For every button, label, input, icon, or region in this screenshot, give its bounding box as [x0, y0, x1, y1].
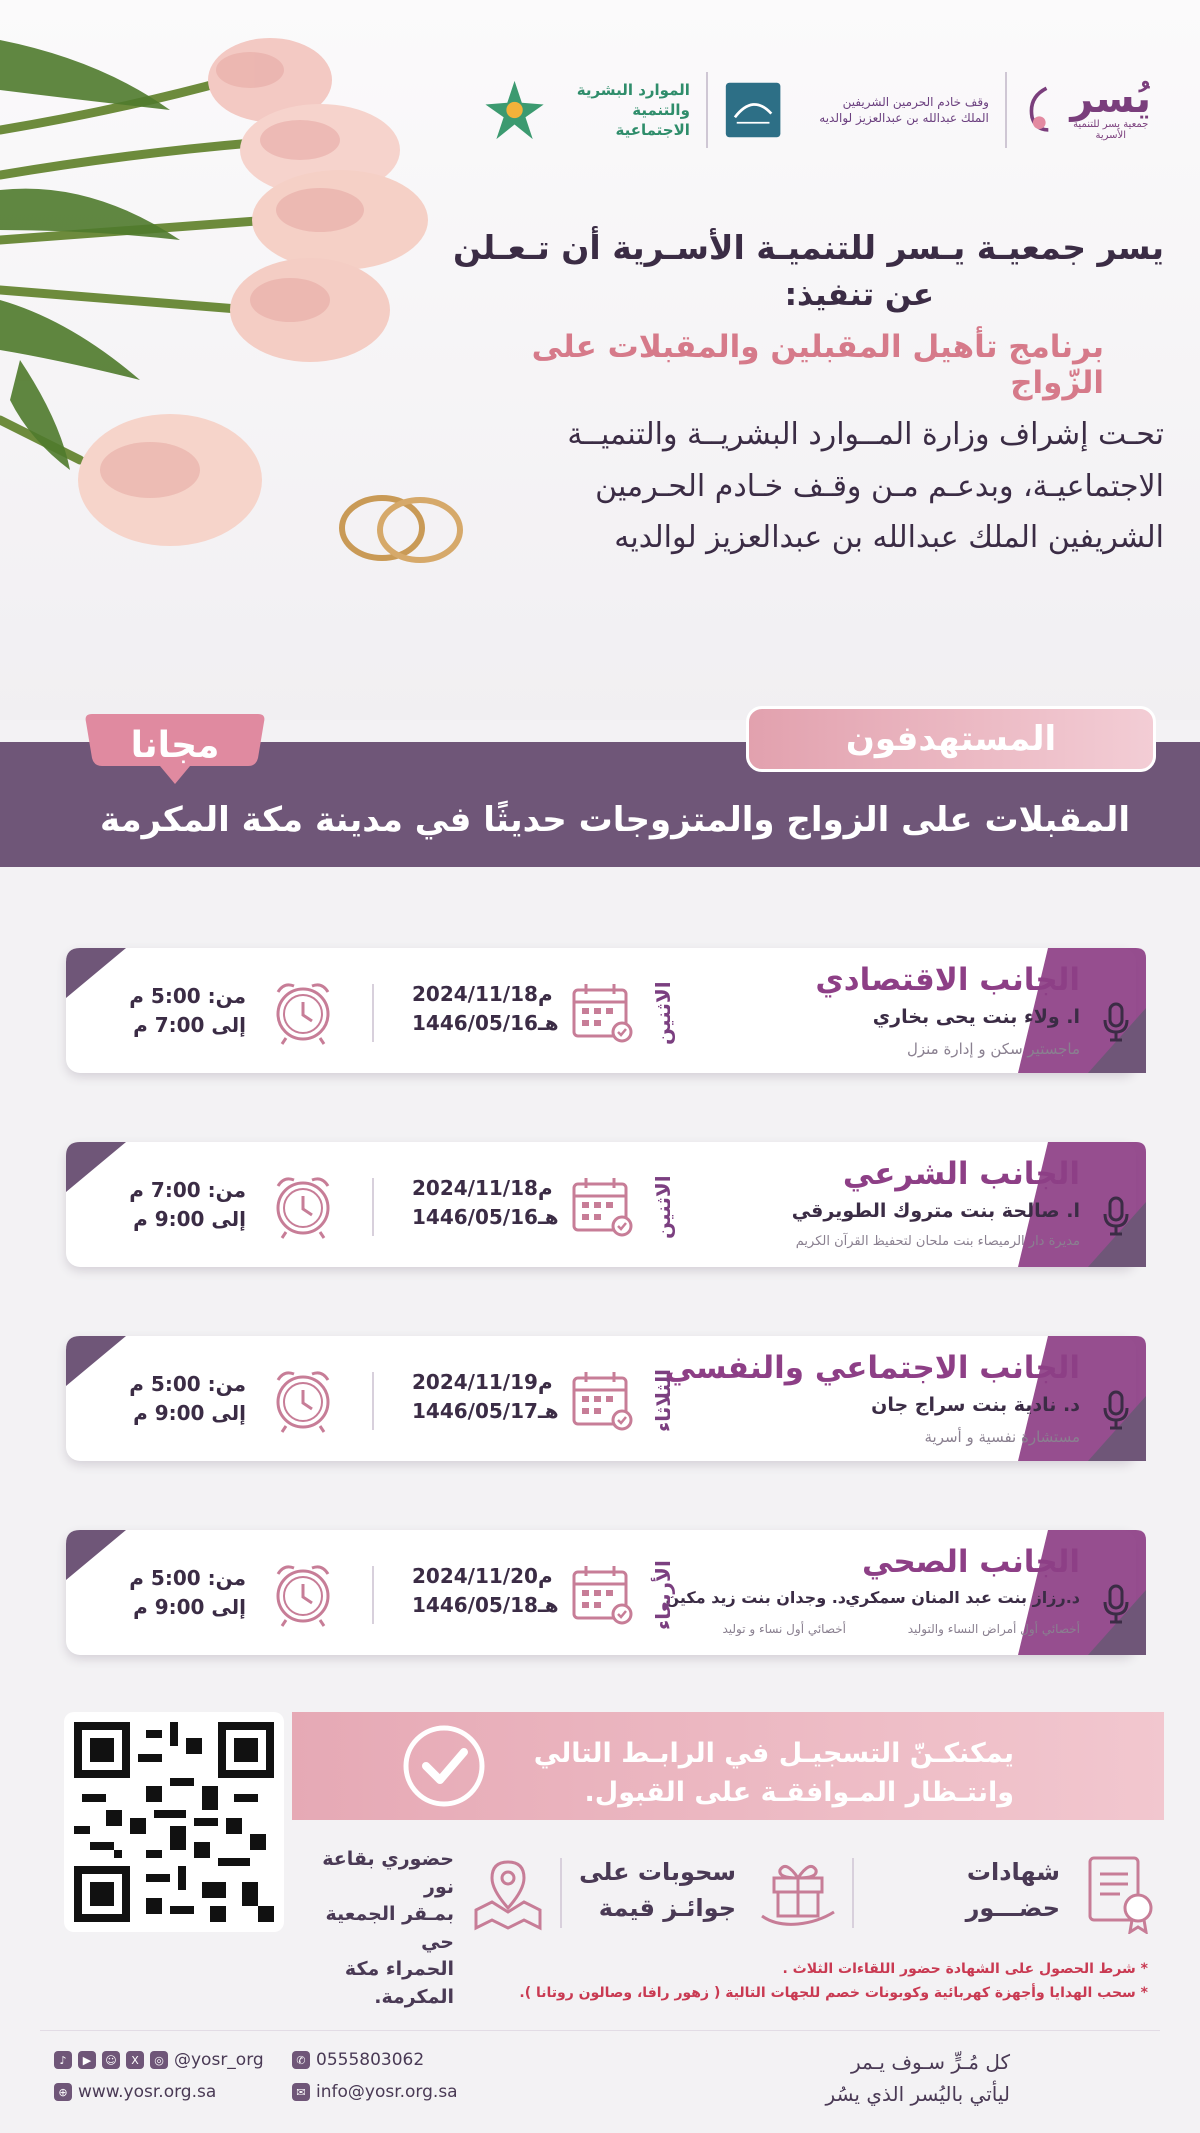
footnote: * شرط الحصول على الشهادة حضور اللقاءات الثلاث .: [782, 1961, 1148, 1977]
microphone-icon: [1096, 1388, 1136, 1432]
divider: [560, 1858, 562, 1928]
session-day: الاثنين: [651, 1175, 675, 1239]
divider: [372, 1566, 374, 1624]
website-row: [54, 2082, 216, 2102]
tiktok-icon[interactable]: ♪: [54, 2051, 72, 2069]
session-time-from: من: 5:00 م: [129, 1372, 246, 1396]
phone-row: [292, 2050, 424, 2070]
footer-divider: [40, 2030, 1160, 2031]
session-date-gregorian: 2024/11/20م: [412, 1564, 553, 1588]
instagram-icon[interactable]: ◎: [150, 2051, 168, 2069]
audience-description: المقبلات على الزواج والمتزوجات حديثًا في مدينة مكة المكرمة: [100, 800, 1130, 840]
intro-body-line: الاجتماعيـة، وبدعـم مـن وقـف خـادم الحـرمين: [595, 468, 1164, 504]
free-badge-label: مجانا: [130, 724, 220, 766]
certificate-icon: [1080, 1850, 1164, 1934]
calendar-icon: [570, 1562, 634, 1626]
email-link[interactable]: info@yosr.org.sa: [316, 2082, 458, 2102]
perk-draws: [570, 1840, 840, 1940]
phone-icon: ✆: [292, 2051, 310, 2069]
microphone-icon: [1096, 1000, 1136, 1044]
session-time-to: إلى 9:00 م: [133, 1401, 246, 1425]
alarm-clock-icon: [266, 974, 340, 1048]
session-card: [66, 1142, 1166, 1282]
audience-label: المستهدفون: [746, 706, 1156, 772]
session-times: [116, 982, 246, 1040]
session-date-gregorian: 2024/11/18م: [412, 1176, 553, 1200]
session-card: [66, 1530, 1166, 1670]
website-link[interactable]: www.yosr.org.sa: [78, 2082, 217, 2102]
session-times: [116, 1176, 246, 1234]
email-icon: ✉: [292, 2083, 310, 2101]
waqf-emblem-icon: [724, 78, 782, 142]
microphone-icon: [1096, 1582, 1136, 1626]
session-card: [66, 948, 1166, 1088]
logo-divider: [706, 72, 708, 148]
social-handle-row: [54, 2050, 264, 2070]
footer-contacts: [54, 2050, 554, 2120]
session-speaker-role: مديرة دار الرميصاء بنت ملحان لتحفيظ القرآن الكريم: [795, 1234, 1080, 1249]
calendar-icon: [570, 980, 634, 1044]
gift-icon: [756, 1850, 840, 1934]
partner-logos: [480, 55, 1160, 165]
session-times: [116, 1370, 246, 1428]
session-title: الجانب الشرعي: [842, 1156, 1080, 1192]
session-dates: [412, 1562, 562, 1620]
email-row: [292, 2082, 458, 2102]
session-time-from: من: 5:00 م: [129, 984, 246, 1008]
session-date-hijri: 1446/05/17هـ: [412, 1399, 559, 1423]
session-day: الأربعاء: [651, 1560, 675, 1630]
intro-subheading: عن تنفيذ:: [784, 277, 934, 313]
yosr-logo: [1023, 76, 1160, 141]
ministry-logo-text: الموارد البشرية والتنمية الاجتماعية: [576, 80, 690, 140]
session-day: الثلاثاء: [651, 1369, 675, 1433]
session-time-to: إلى 7:00 م: [133, 1013, 246, 1037]
session-speaker: د. نادية بنت سراج جان: [871, 1394, 1080, 1416]
registration-banner: [292, 1712, 1164, 1820]
session-date-hijri: 1446/05/16هـ: [412, 1011, 559, 1035]
slogan-line: كل مُـرٍّ سـوف يـمر: [850, 2050, 1010, 2074]
waqf-logo: وقف خادم الحرمين الشريفين الملك عبدالله بن عبدالعزيز لوالديه: [819, 94, 989, 125]
logo-divider: [1005, 72, 1007, 148]
snapchat-icon[interactable]: ☺: [102, 2051, 120, 2069]
perk-venue: [292, 1840, 550, 2008]
footnote: * سحب الهدايا وأجهزة كهربائية وكوبونات خصم للجهات التالية ( زهور رافا، وصالون روتانا ).: [519, 1984, 1148, 2001]
session-speaker-role: ماجستير سكن و إدارة منزل: [906, 1040, 1080, 1058]
ministry-logo-icon: [480, 72, 549, 148]
footer-slogan: [826, 2046, 1010, 2110]
perk-certificates-label: شهادات حضـــور: [965, 1858, 1060, 1922]
divider: [372, 1372, 374, 1430]
session-dates: [412, 980, 562, 1038]
session-title: الجانب الاجتماعي والنفسي: [664, 1350, 1080, 1386]
calendar-icon: [570, 1174, 634, 1238]
session-time-from: من: 5:00 م: [129, 1566, 246, 1590]
phone-number[interactable]: 0555803062: [316, 2050, 425, 2070]
intro-body: [444, 409, 1164, 564]
session-title: الجانب الاقتصادي: [815, 962, 1080, 998]
registration-text: [534, 1734, 1014, 1812]
x-icon[interactable]: X: [126, 2051, 144, 2069]
calendar-icon: [570, 1368, 634, 1432]
session-date-hijri: 1446/05/18هـ: [412, 1593, 559, 1617]
check-circle-icon: [400, 1722, 488, 1810]
free-badge: [80, 708, 270, 788]
program-title: برنامج تأهيل المقبلين والمقبلات على الزّواج: [531, 329, 1104, 401]
session-title: الجانب الصحي: [861, 1544, 1080, 1580]
session-speaker: د.رزاز بنت عبد المنان سمكري: [845, 1588, 1080, 1607]
divider: [372, 1178, 374, 1236]
intro-text: [444, 228, 1164, 564]
slogan-line: ليأتي باليُسر الذي يسُر: [825, 2082, 1010, 2106]
yosr-logo-icon: [1023, 82, 1054, 138]
session-dates: [412, 1174, 562, 1232]
perk-draws-label: سحوبات على جوائـز قيمة: [579, 1858, 736, 1922]
globe-icon: ⊕: [54, 2083, 72, 2101]
divider: [372, 984, 374, 1042]
session-date-gregorian: 2024/11/18م: [412, 982, 553, 1006]
session-speaker: ا. ولاء بنت يحى بخاري: [872, 1006, 1080, 1028]
session-speaker-second: د. وجدان بنت زيد مكين: [665, 1588, 846, 1607]
footnotes: [519, 1958, 1148, 2006]
registration-line: يمكنكـنّ التسجيـل في الرابـط التالي: [533, 1738, 1014, 1769]
session-dates: [412, 1368, 562, 1426]
qr-code-image: [74, 1722, 274, 1922]
youtube-icon[interactable]: ▶: [78, 2051, 96, 2069]
alarm-clock-icon: [266, 1362, 340, 1436]
alarm-clock-icon: [266, 1168, 340, 1242]
session-speaker-role: مستشارة نفسية و أسرية: [924, 1428, 1080, 1446]
microphone-icon: [1096, 1194, 1136, 1238]
divider: [852, 1858, 854, 1928]
intro-body-line: الشريفين الملك عبدالله بن عبدالعزيز لوالديه: [614, 520, 1164, 556]
alarm-clock-icon: [266, 1556, 340, 1630]
intro-body-line: تحـت إشراف وزارة المــوارد البشريــة والتنميــة: [567, 417, 1164, 452]
session-speaker-role: أخصائي أول أمراض النساء والتوليد: [907, 1622, 1080, 1636]
session-speaker-second-role: أخصائي أول نساء و توليد: [722, 1622, 846, 1636]
session-date-hijri: 1446/05/16هـ: [412, 1205, 559, 1229]
session-time-from: من: 7:00 م: [129, 1178, 246, 1202]
session-times: [116, 1564, 246, 1622]
yosr-logo-word: يُسر: [1070, 76, 1152, 122]
session-time-to: إلى 9:00 م: [133, 1207, 246, 1231]
session-speaker: ا. صالحة بنت متروك الطويرقي: [791, 1200, 1080, 1222]
session-card: [66, 1336, 1166, 1476]
perk-certificates: [864, 1840, 1164, 1940]
session-day: الاثنين: [651, 981, 675, 1045]
registration-line: وانتـظار المـوافقـة على القبول.: [584, 1777, 1014, 1809]
yosr-logo-subtitle: جمعية يسر للتنمية الأسرية: [1073, 119, 1149, 141]
social-handle[interactable]: @yosr_org: [174, 2050, 264, 2070]
session-date-gregorian: 2024/11/19م: [412, 1370, 553, 1394]
location-map-icon: [466, 1850, 550, 1934]
session-time-to: إلى 9:00 م: [133, 1595, 246, 1619]
perk-venue-label: حضوري بقاعة نور بمـقر الجمعية حي الحمراء مكة المكرمة.: [322, 1848, 454, 2008]
registration-qr-code[interactable]: [64, 1712, 284, 1932]
intro-heading: يسر جمعيـة يـسر للتنميـة الأسـرية أن تـعـلن: [453, 228, 1164, 267]
